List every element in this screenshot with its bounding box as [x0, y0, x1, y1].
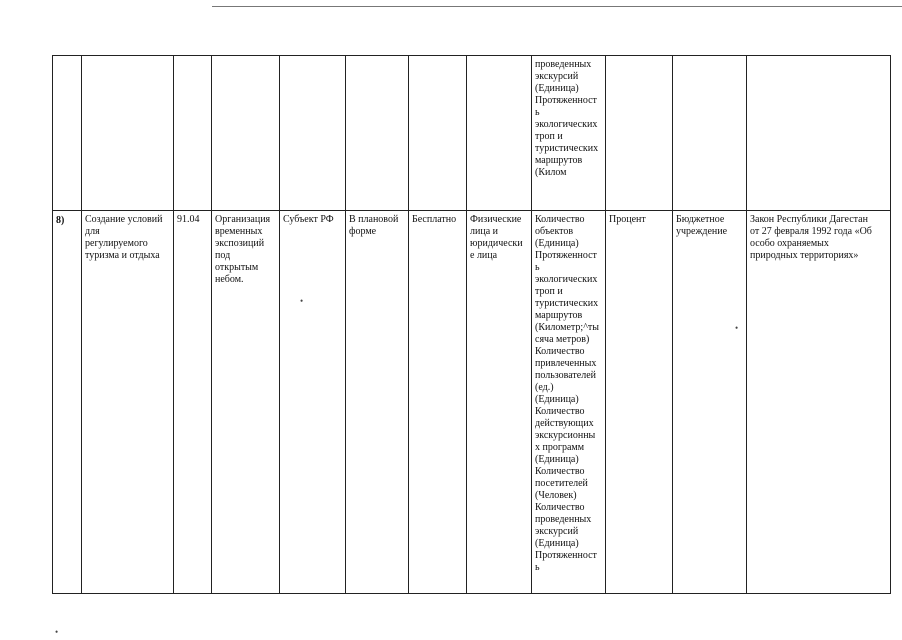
service-level: Субъект РФ — [280, 211, 346, 594]
cell-institution — [673, 56, 747, 211]
cell-level — [280, 56, 346, 211]
scan-speck: • — [300, 296, 304, 306]
service-consumers: Физические лица и юридически е лица — [467, 211, 532, 594]
cell-form — [346, 56, 409, 211]
cell-number — [53, 56, 82, 211]
institution-type: Бюджетное учреждение — [673, 211, 747, 594]
cell-consumers — [467, 56, 532, 211]
service-payment: Бесплатно — [409, 211, 467, 594]
service-content: Организация временных экспозиций под открытым небом. — [212, 211, 280, 594]
cell-unit — [606, 56, 673, 211]
services-table — [52, 55, 891, 594]
row-number: 8) — [53, 211, 82, 594]
scan-speck: • — [55, 627, 59, 637]
cell-law — [747, 56, 891, 211]
indicator-unit: Процент — [606, 211, 673, 594]
service-code: 91.04 — [174, 211, 212, 594]
cell-payment — [409, 56, 467, 211]
service-indicators: Количество объектов (Единица) Протяженност ь экологических троп и туристических маршрутов (Километр;^ты сяча метров) Количество привлеченных пользователей (ед.) (Единица) Количество действующих экскурсионны х программ (Единица) Количество посетителей (Человек) Количество проведенных экскурсий (Единица) Протяженност ь — [532, 211, 606, 594]
cell-content — [212, 56, 280, 211]
service-name: Создание условий для регулируемого туризма и отдыха — [82, 211, 174, 594]
cell-name — [82, 56, 174, 211]
legal-basis: Закон Республики Дагестан от 27 февраля 1992 года «Об особо охраняемых природных территориях» — [747, 211, 891, 594]
table-row — [53, 211, 891, 594]
table-row — [53, 56, 891, 211]
top-border-line — [212, 6, 902, 7]
cell-indicators: проведенных экскурсий (Единица) Протяженност ь экологических троп и туристических маршрутов (Килом — [532, 56, 606, 211]
cell-code — [174, 56, 212, 211]
service-form: В плановой форме — [346, 211, 409, 594]
scan-speck: • — [735, 323, 739, 333]
